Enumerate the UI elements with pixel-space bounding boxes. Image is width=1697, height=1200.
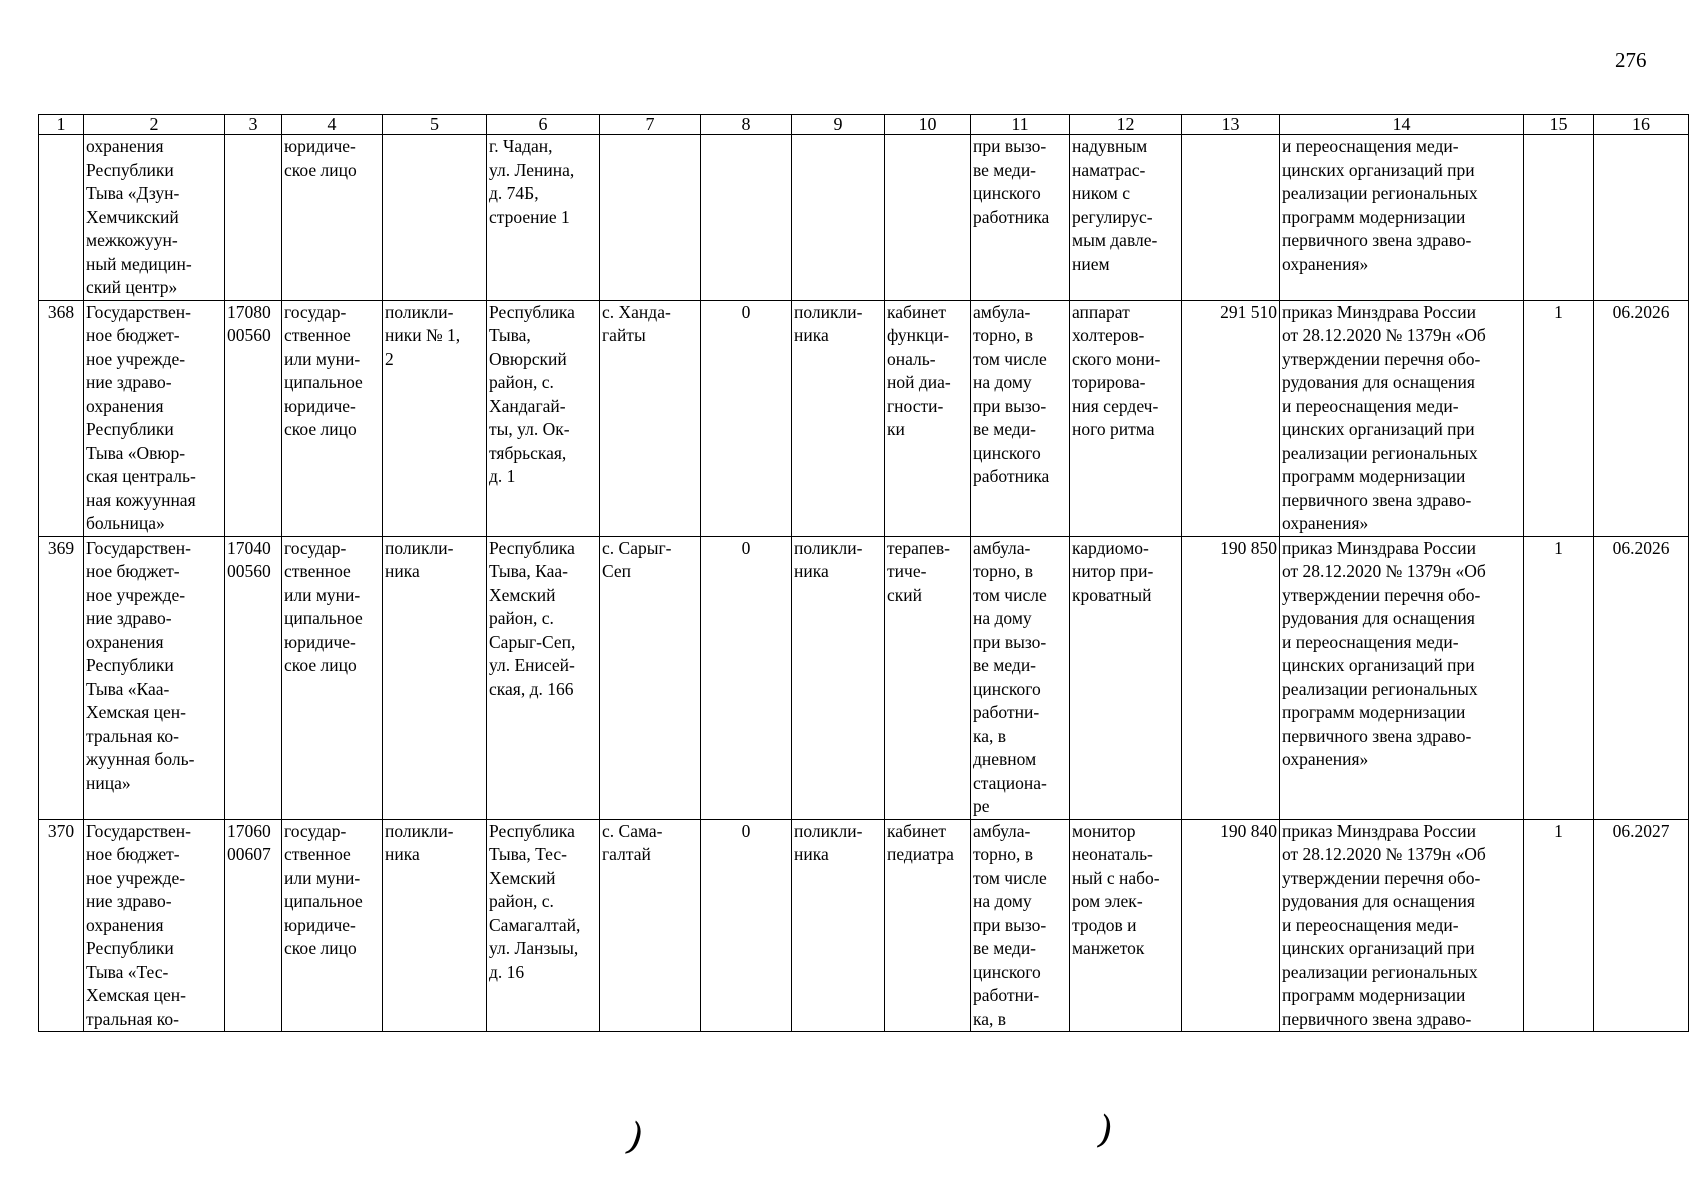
locality-cell: с. Сама- галтай: [600, 819, 701, 1032]
care-conditions-cell: амбула- торно, в том числе на дому при вызо- ве меди- цинского работника: [971, 300, 1070, 536]
header-cell: 16: [1594, 115, 1689, 135]
organization-name-cell: Государствен- ное бюджет- ное учрежде- ние здраво- охранения Республики Тыва «Каа- Хемская цен- тральная ко- жуунная боль- ница»: [84, 536, 225, 819]
date-cell: 06.2026: [1594, 300, 1689, 536]
date-cell: [1594, 135, 1689, 301]
equipment-cell: надувным наматрас- ником с регулирус- мым давле- нием: [1070, 135, 1182, 301]
cost-cell: 291 510: [1182, 300, 1280, 536]
basis-cell: приказ Минздрава России от 28.12.2020 № 1379н «Об утверждении перечня обо- рудования для оснащения и переоснащения меди- цинских организаций при реализации региональных программ модернизации первичного звена здраво-: [1280, 819, 1524, 1032]
header-cell: 10: [885, 115, 971, 135]
address-cell: г. Чадан, ул. Ленина, д. 74Б, строение 1: [487, 135, 600, 301]
quantity-cell: 1: [1524, 819, 1594, 1032]
column-8-cell: 0: [701, 819, 792, 1032]
cost-cell: 190 840: [1182, 819, 1280, 1032]
header-cell: 5: [383, 115, 487, 135]
equipment-cell: аппарат холтеров- ского мони- торирова- ния сердеч- ного ритма: [1070, 300, 1182, 536]
row-number-cell: 369: [39, 536, 84, 819]
cabinet-cell: кабинет педиатра: [885, 819, 971, 1032]
cabinet-cell: терапев- тиче- ский: [885, 536, 971, 819]
quantity-cell: 1: [1524, 300, 1594, 536]
header-cell: 1: [39, 115, 84, 135]
care-conditions-cell: амбула- торно, в том числе на дому при вызо- ве меди- цинского работни- ка, в дневном стациона- ре: [971, 536, 1070, 819]
subdivision-cell: поликли- ника: [383, 536, 487, 819]
locality-cell: [600, 135, 701, 301]
address-cell: Республика Тыва, Каа- Хемский район, с. Сарыг-Сеп, ул. Енисей- ская, д. 166: [487, 536, 600, 819]
table-row: [39, 300, 1689, 536]
header-cell: 12: [1070, 115, 1182, 135]
header-cell: 7: [600, 115, 701, 135]
cabinet-cell: кабинет функци- ональ- ной диа- гности- ки: [885, 300, 971, 536]
legal-form-cell: государ- ственное или муни- ципальное юридиче- ское лицо: [282, 819, 383, 1032]
code-cell: [225, 135, 282, 301]
cost-cell: 190 850: [1182, 536, 1280, 819]
scan-mark: ): [621, 1113, 650, 1161]
quantity-cell: 1: [1524, 536, 1594, 819]
organization-name-cell: Государствен- ное бюджет- ное учрежде- ние здраво- охранения Республики Тыва «Овюр- ская централь- ная кожуунная больница»: [84, 300, 225, 536]
basis-cell: и переоснащения меди- цинских организаций при реализации региональных программ модернизации первичного звена здраво- охранения»: [1280, 135, 1524, 301]
equipment-cell: монитор неонаталь- ный с набо- ром элек- тродов и манжеток: [1070, 819, 1182, 1032]
cabinet-cell: [885, 135, 971, 301]
header-cell: 14: [1280, 115, 1524, 135]
locality-cell: с. Сарыг- Сеп: [600, 536, 701, 819]
equipment-table: [38, 114, 1689, 1032]
column-8-cell: 0: [701, 300, 792, 536]
page-number: 276: [1615, 48, 1647, 72]
header-cell: 6: [487, 115, 600, 135]
header-cell: 3: [225, 115, 282, 135]
quantity-cell: [1524, 135, 1594, 301]
date-cell: 06.2027: [1594, 819, 1689, 1032]
row-number-cell: 368: [39, 300, 84, 536]
code-cell: 17060 00607: [225, 819, 282, 1032]
locality-cell: с. Ханда- гайты: [600, 300, 701, 536]
header-cell: 11: [971, 115, 1070, 135]
header-row: [39, 115, 1689, 135]
unit-type-cell: [792, 135, 885, 301]
scan-mark: ): [1093, 1106, 1118, 1154]
header-cell: 9: [792, 115, 885, 135]
subdivision-cell: [383, 135, 487, 301]
header-cell: 8: [701, 115, 792, 135]
header-cell: 2: [84, 115, 225, 135]
legal-form-cell: государ- ственное или муни- ципальное юридиче- ское лицо: [282, 536, 383, 819]
cost-cell: [1182, 135, 1280, 301]
row-number-cell: [39, 135, 84, 301]
column-8-cell: 0: [701, 536, 792, 819]
table-row: [39, 536, 1689, 819]
organization-name-cell: охранения Республики Тыва «Дзун- Хемчикский межкожуун- ный медицин- ский центр»: [84, 135, 225, 301]
basis-cell: приказ Минздрава России от 28.12.2020 № 1379н «Об утверждении перечня обо- рудования для оснащения и переоснащения меди- цинских организаций при реализации региональных программ модернизации первичного звена здраво- охранения»: [1280, 536, 1524, 819]
care-conditions-cell: амбула- торно, в том числе на дому при вызо- ве меди- цинского работни- ка, в: [971, 819, 1070, 1032]
address-cell: Республика Тыва, Овюрский район, с. Хандагай- ты, ул. Ок- тябрьская, д. 1: [487, 300, 600, 536]
subdivision-cell: поликли- ника: [383, 819, 487, 1032]
legal-form-cell: государ- ственное или муни- ципальное юридиче- ское лицо: [282, 300, 383, 536]
unit-type-cell: поликли- ника: [792, 300, 885, 536]
unit-type-cell: поликли- ника: [792, 819, 885, 1032]
legal-form-cell: юридиче- ское лицо: [282, 135, 383, 301]
unit-type-cell: поликли- ника: [792, 536, 885, 819]
subdivision-cell: поликли- ники № 1, 2: [383, 300, 487, 536]
table-row-continued: [39, 135, 1689, 301]
address-cell: Республика Тыва, Тес- Хемский район, с. Самагалтай, ул. Ланзыы, д. 16: [487, 819, 600, 1032]
code-cell: 17080 00560: [225, 300, 282, 536]
row-number-cell: 370: [39, 819, 84, 1032]
date-cell: 06.2026: [1594, 536, 1689, 819]
equipment-cell: кардиомо- нитор при- кроватный: [1070, 536, 1182, 819]
code-cell: 17040 00560: [225, 536, 282, 819]
header-cell: 4: [282, 115, 383, 135]
basis-cell: приказ Минздрава России от 28.12.2020 № 1379н «Об утверждении перечня обо- рудования для оснащения и переоснащения меди- цинских организаций при реализации региональных программ модернизации первичного звена здраво- охранения»: [1280, 300, 1524, 536]
header-cell: 13: [1182, 115, 1280, 135]
column-8-cell: [701, 135, 792, 301]
header-cell: 15: [1524, 115, 1594, 135]
organization-name-cell: Государствен- ное бюджет- ное учрежде- ние здраво- охранения Республики Тыва «Тес- Хемская цен- тральная ко-: [84, 819, 225, 1032]
table-row: [39, 819, 1689, 1032]
care-conditions-cell: при вызо- ве меди- цинского работника: [971, 135, 1070, 301]
